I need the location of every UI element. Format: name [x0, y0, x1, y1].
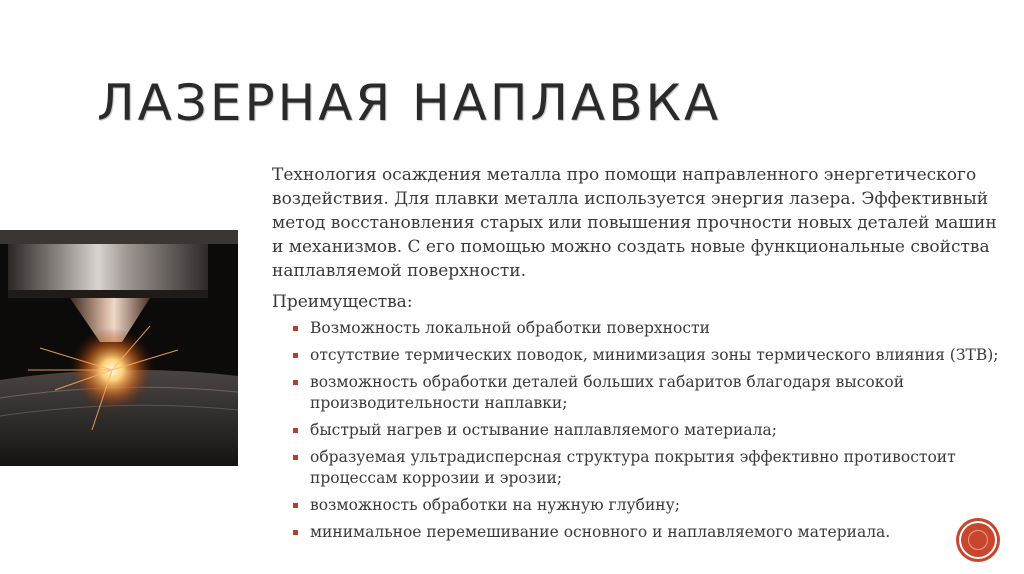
list-item-text: отсутствие термических поводок, минимизация зоны термического влияния (ЗТВ); — [310, 346, 999, 364]
list-item-text: Возможность локальной обработки поверхности — [310, 319, 710, 337]
list-item-text: возможность обработки деталей больших габаритов благодаря высокой производительности наплавки; — [310, 373, 905, 412]
bullet-icon — [293, 380, 298, 385]
bullet-icon — [293, 326, 298, 331]
list-item — [290, 495, 1006, 516]
slide-title: ЛАЗЕРНАЯ НАПЛАВКА — [97, 74, 722, 132]
bullet-icon — [293, 428, 298, 433]
list-item-text: минимальное перемешивание основного и наплавляемого материала. — [310, 523, 891, 541]
intro-paragraph: Технология осаждения металла про помощи направленного энергетического воздействия. Для плавки металла используется энергия лазера. Эффективный метод восстановления старых или повышения прочности новых деталей машин и механизмов. С его помощью можно создать новые функциональные свойства наплавляемой поверхности. — [272, 165, 997, 281]
bullet-icon — [293, 353, 298, 358]
list-item — [290, 372, 1006, 414]
bullet-icon — [293, 503, 298, 508]
list-item-text: образуемая ультрадисперсная структура покрытия эффективно противостоит процессам коррозии и эрозии; — [310, 448, 956, 487]
bullet-icon — [293, 455, 298, 460]
list-item-text: быстрый нагрев и остывание наплавляемого материала; — [310, 421, 777, 439]
laser-cladding-photo — [0, 230, 238, 466]
list-item-text: возможность обработки на нужную глубину; — [310, 496, 680, 514]
bullet-icon — [293, 530, 298, 535]
advantages-list — [290, 318, 1006, 549]
advantages-heading: Преимущества: — [272, 292, 413, 312]
list-item — [290, 447, 1006, 489]
list-item — [290, 420, 1006, 441]
list-item — [290, 522, 1006, 543]
list-item — [290, 318, 1006, 339]
circle-button-icon[interactable] — [959, 521, 997, 559]
laser-cladding-illustration — [0, 230, 238, 466]
list-item — [290, 345, 1006, 366]
